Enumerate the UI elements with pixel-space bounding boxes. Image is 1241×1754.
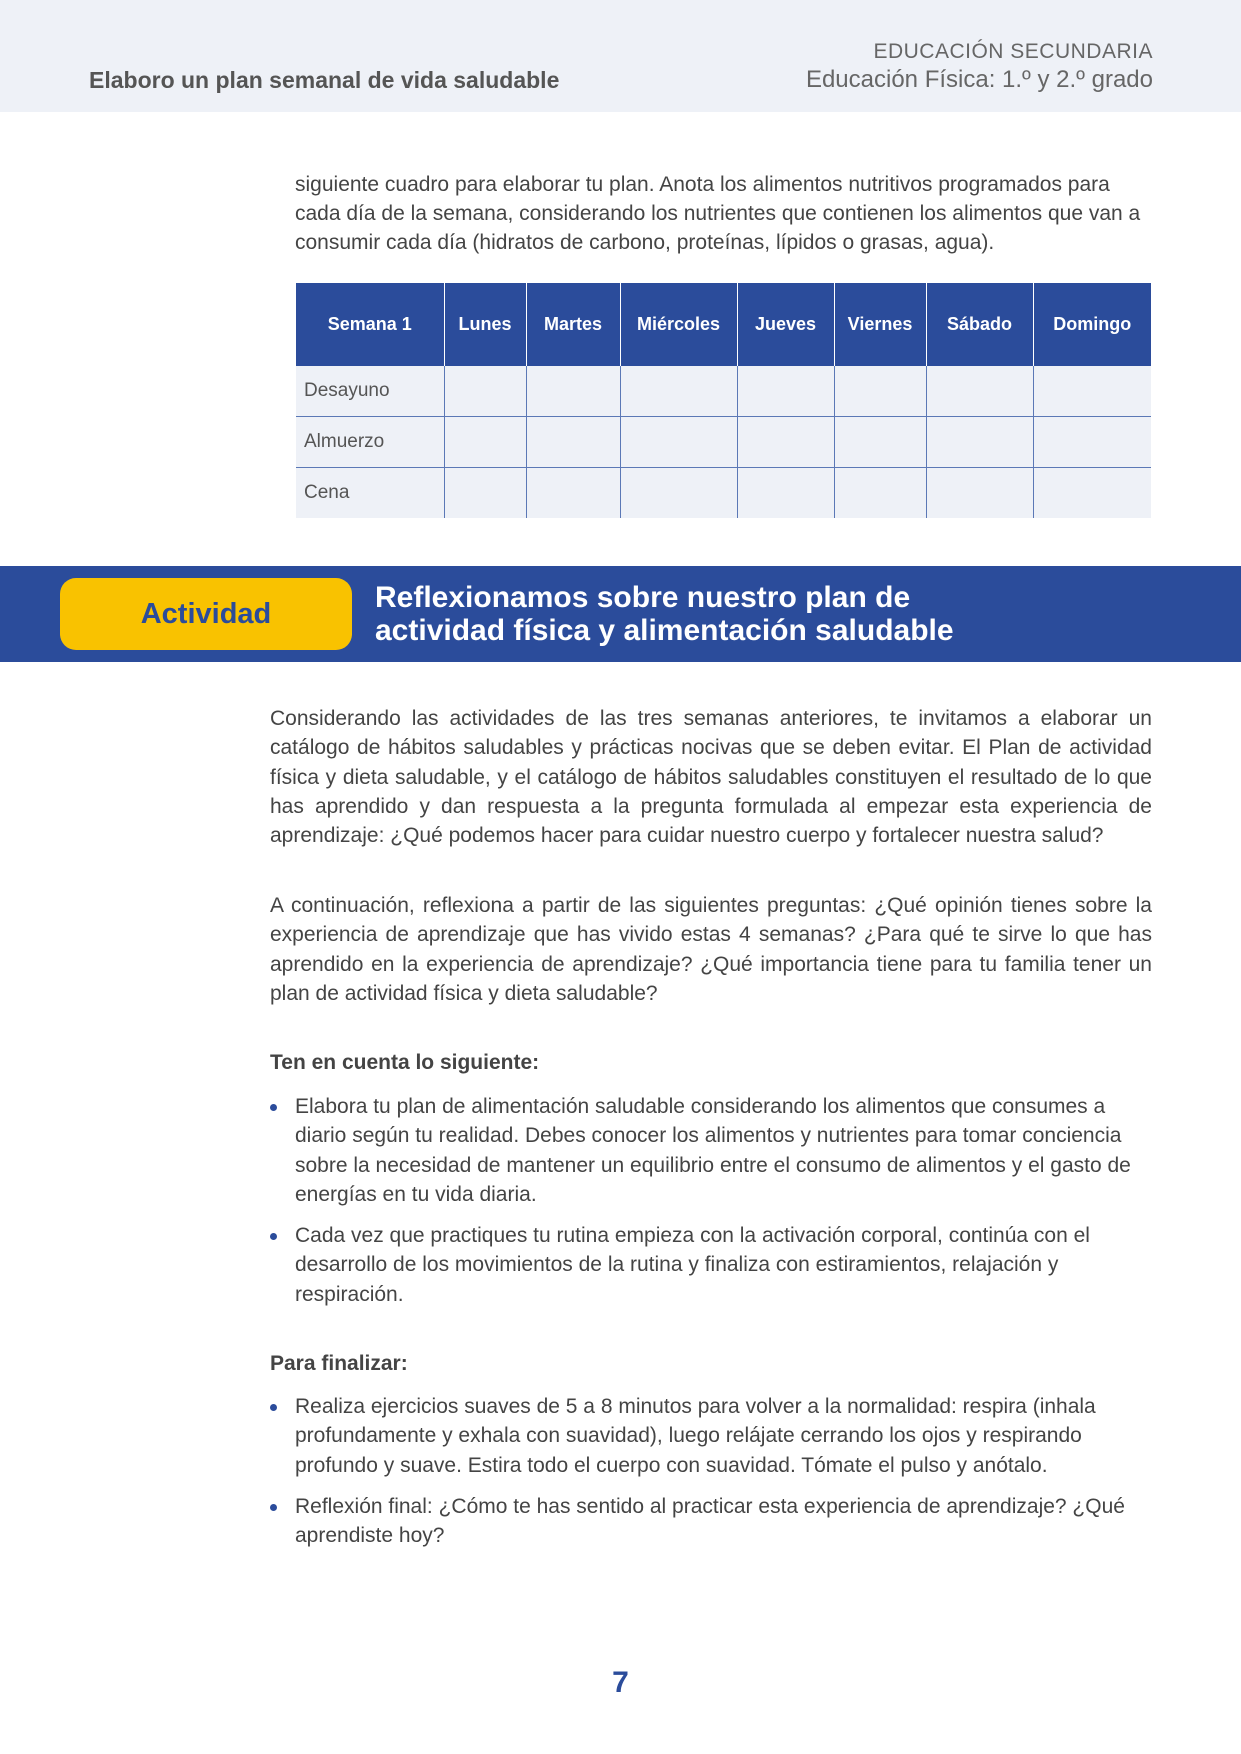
table-cell[interactable]: [834, 366, 926, 417]
table-cell[interactable]: [444, 366, 526, 417]
header-saturday: Sábado: [926, 283, 1033, 366]
bullet-list: [270, 1092, 1150, 1321]
meal-plan-table: [296, 283, 1151, 518]
list-item: [270, 1221, 1150, 1309]
bullet-icon: [270, 1404, 277, 1411]
bullet-icon: [270, 1504, 277, 1511]
table-cell[interactable]: [926, 468, 1033, 519]
header-sunday: Domingo: [1033, 283, 1151, 366]
list-item: [270, 1392, 1150, 1480]
table-cell[interactable]: [926, 366, 1033, 417]
table-cell[interactable]: [1033, 417, 1151, 468]
section-heading: Ten en cuenta lo siguiente:: [270, 1051, 540, 1074]
header-tuesday: Martes: [526, 283, 620, 366]
document-title: Elaboro un plan semanal de vida saludable: [89, 67, 560, 93]
table-cell[interactable]: [1033, 468, 1151, 519]
header-wednesday: Miércoles: [620, 283, 737, 366]
table-cell[interactable]: [444, 468, 526, 519]
bullet-icon: [270, 1233, 277, 1240]
table-cell[interactable]: [834, 468, 926, 519]
list-item-text: Elabora tu plan de alimentación saludable considerando los alimentos que consumes a diario según tu realidad. Debes conocer los alimentos y nutrientes para tomar conciencia sobre la necesidad de mantener un equilibrio entre el consumo de alimentos y el gasto de energías en tu vida diaria.: [295, 1095, 1131, 1206]
activity-title-line: Reflexionamos sobre nuestro plan de: [375, 581, 911, 614]
table-cell[interactable]: [834, 417, 926, 468]
list-item: [270, 1092, 1150, 1209]
table-cell[interactable]: [737, 366, 834, 417]
header-week: Semana 1: [296, 283, 444, 366]
activity-title: [375, 581, 1195, 647]
row-label-lunch: Almuerzo: [296, 417, 444, 468]
list-item-text: Cada vez que practiques tu rutina empieza con la activación corporal, continúa con el desarrollo de los movimientos de la rutina y finaliza con estiramientos, relajación y respiración.: [295, 1224, 1090, 1306]
activity-banner: [0, 566, 1241, 662]
table-row: [296, 417, 1151, 468]
table-row: [296, 366, 1151, 417]
section-heading: Para finalizar:: [270, 1352, 408, 1375]
table-cell[interactable]: [926, 417, 1033, 468]
page-header: [0, 0, 1241, 112]
table-cell[interactable]: [526, 417, 620, 468]
header-monday: Lunes: [444, 283, 526, 366]
table-cell[interactable]: [526, 468, 620, 519]
education-level: EDUCACIÓN SECUNDARIA: [873, 40, 1153, 63]
activity-badge: Actividad: [60, 578, 352, 650]
bullet-list: [270, 1392, 1150, 1562]
page-number: 7: [612, 1666, 629, 1699]
list-item-text: Realiza ejercicios suaves de 5 a 8 minutos para volver a la normalidad: respira (inhala profundamente y exhala con suavidad), luego relájate cerrando los ojos y respirando profundo y suave. Estira todo el cuerpo con suavidad. Tómate el pulso y anótalo.: [295, 1395, 1096, 1477]
header-friday: Viernes: [834, 283, 926, 366]
intro-paragraph: siguiente cuadro para elaborar tu plan. Anota los alimentos nutritivos programados para cada día de la semana, considerando los nutrientes que contienen los alimentos que van a consumir cada día (hidratos de carbono, proteínas, lípidos o grasas, agua).: [295, 173, 1141, 254]
paragraph: Considerando las actividades de las tres semanas anteriores, te invitamos a elaborar un catálogo de hábitos saludables y prácticas nocivas que se deben evitar. El Plan de actividad física y dieta saludable, y el catálogo de hábitos saludables constituyen el resultado de lo que has aprendido y dan respuesta a la pregunta formulada al empezar esta experiencia de aprendizaje: ¿Qué podemos hacer para cuidar nuestro cuerpo y fortalecer nuestra salud?: [270, 707, 1152, 848]
table-row: [296, 468, 1151, 519]
subject-grade: Educación Física: 1.º y 2.º grado: [805, 66, 1153, 93]
paragraph: A continuación, reflexiona a partir de las siguientes preguntas: ¿Qué opinión tienes sobre la experiencia de aprendizaje que has vivido estas 4 semanas? ¿Para qué te sirve lo que has aprendido en la experiencia de aprendizaje? ¿Qué importancia tiene para tu familia tener un plan de actividad física y dieta saludable?: [270, 894, 1152, 1005]
table-cell[interactable]: [620, 366, 737, 417]
table-cell[interactable]: [444, 417, 526, 468]
row-label-breakfast: Desayuno: [296, 366, 444, 417]
list-item: [270, 1492, 1150, 1551]
row-label-dinner: Cena: [296, 468, 444, 519]
activity-title-line: actividad física y alimentación saludable: [375, 614, 954, 647]
list-item-text: Reflexión final: ¿Cómo te has sentido al practicar esta experiencia de aprendizaje? ¿Qué aprendiste hoy?: [295, 1494, 1125, 1548]
table-header-row: [296, 283, 1151, 366]
table-cell[interactable]: [526, 366, 620, 417]
table-cell[interactable]: [737, 468, 834, 519]
course-info: [806, 40, 1153, 94]
table-cell[interactable]: [737, 417, 834, 468]
table-cell[interactable]: [1033, 366, 1151, 417]
bullet-icon: [270, 1104, 277, 1111]
table-cell[interactable]: [620, 417, 737, 468]
table-cell[interactable]: [620, 468, 737, 519]
header-thursday: Jueves: [737, 283, 834, 366]
